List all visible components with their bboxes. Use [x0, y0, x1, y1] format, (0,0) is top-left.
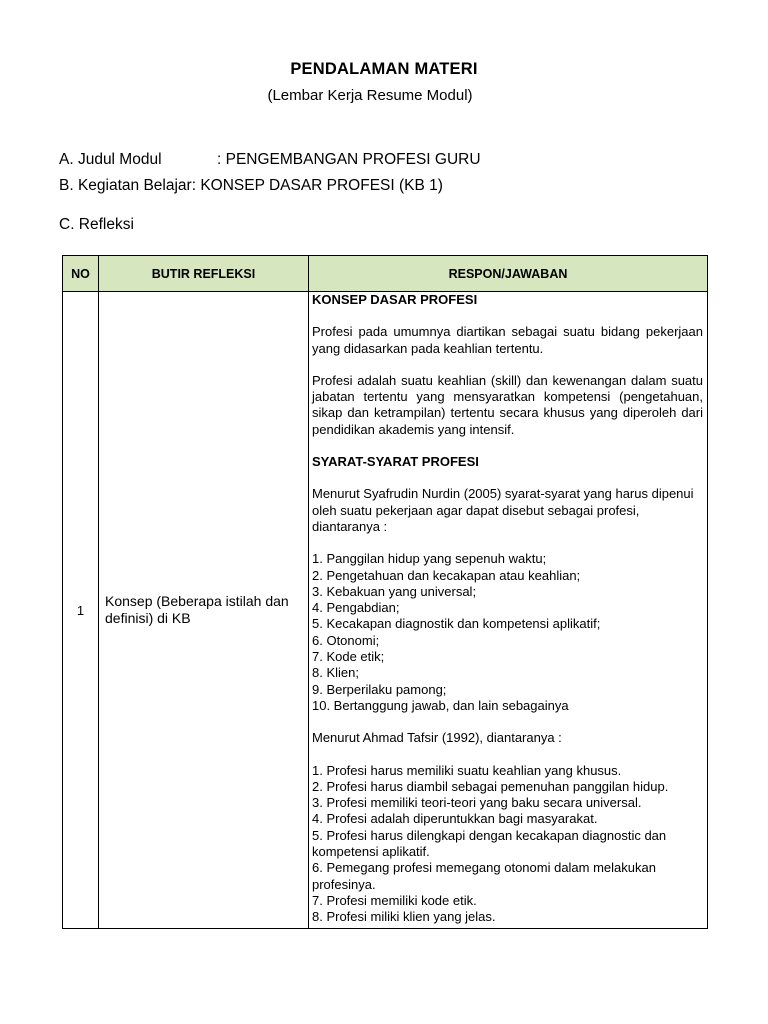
syarat-heading: SYARAT-SYARAT PROFESI [312, 454, 479, 470]
module-title-label: A. Judul Modul [59, 151, 162, 168]
list-item: 6. Otonomi; [312, 632, 380, 648]
module-title-value: : PENGEMBANGAN PROFESI GURU [217, 151, 481, 168]
definition-paragraph-1: Profesi pada umumnya diartikan sebagai suatu bidang pekerjaan yang didasarkan pada keahlian tertentu. [312, 324, 703, 356]
list-item: 3. Profesi memiliki teori-teori yang baku secara universal. [312, 795, 642, 811]
header-respon-jawaban: RESPON/JAWABAN [309, 256, 708, 292]
list-item: 8. Profesi miliki klien yang jelas. [312, 909, 496, 925]
list-item: 5. Profesi harus dilengkapi dengan kecakapan diagnostic dan kompetensi aplikatif. [312, 827, 667, 860]
list-item: 1. Profesi harus memiliki suatu keahlian yang khusus. [312, 762, 622, 778]
header-butir-refleksi: BUTIR REFLEKSI [99, 256, 309, 292]
tafsir-intro: Menurut Ahmad Tafsir (1992), diantaranya : [312, 730, 562, 746]
document-title: PENDALAMAN MATERI [290, 60, 478, 78]
list-item: 8. Klien; [312, 665, 359, 681]
reflection-table [62, 255, 708, 929]
list-item: 7. Kode etik; [312, 649, 385, 665]
list-item: 5. Kecakapan diagnostik dan kompetensi aplikatif; [312, 616, 601, 632]
definition-paragraph-2: Profesi adalah suatu keahlian (skill) dan kewenangan dalam suatu jabatan tertentu yang mensyaratkan kompetensi (pengetahuan, sikap dan ketrampilan) tertentu secara khusus yang diperoleh dari pendidikan akademis yang intensif. [312, 372, 703, 437]
respon-jawaban-cell [309, 292, 708, 929]
reflection-heading: C. Refleksi [59, 216, 134, 233]
header-no: NO [63, 256, 99, 292]
module-title-row [59, 151, 481, 169]
list-item: 9. Berperilaku pamong; [312, 681, 447, 697]
tafsir-list [312, 763, 703, 926]
list-item: 4. Pengabdian; [312, 600, 400, 616]
list-item: 10. Bertanggung jawab, dan lain sebagainya [312, 697, 569, 713]
learning-activity-value: : KONSEP DASAR PROFESI (KB 1) [191, 177, 443, 194]
list-item: 3. Kebakuan yang universal; [312, 583, 477, 599]
list-item: 6. Pemegang profesi memegang otonomi dalam melakukan profesinya. [312, 860, 656, 892]
learning-activity-row [59, 177, 443, 195]
list-item: 2. Profesi harus diambil sebagai pemenuhan panggilan hidup. [312, 778, 669, 794]
row-number: 1 [63, 292, 99, 929]
list-item: 2. Pengetahuan dan kecakapan atau keahlian; [312, 567, 581, 583]
table-row [63, 292, 708, 929]
list-item: 4. Profesi adalah diperuntukkan bagi masyarakat. [312, 811, 598, 827]
list-item: 1. Panggilan hidup yang sepenuh waktu; [312, 551, 547, 567]
syafrudin-list [312, 551, 703, 714]
learning-activity-label: B. Kegiatan Belajar [59, 177, 192, 194]
butir-refleksi-cell: Konsep (Beberapa istilah dan definisi) di KB [99, 292, 309, 929]
document-subtitle: (Lembar Kerja Resume Modul) [267, 87, 473, 104]
syafrudin-intro: Menurut Syafrudin Nurdin (2005) syarat-syarat yang harus dipenui oleh suatu pekerjaan agar dapat disebut sebagai profesi, diantaranya : [312, 486, 694, 534]
konsep-heading: KONSEP DASAR PROFESI [312, 292, 478, 307]
list-item: 7. Profesi memiliki kode etik. [312, 892, 477, 908]
table-header-row [63, 256, 708, 292]
